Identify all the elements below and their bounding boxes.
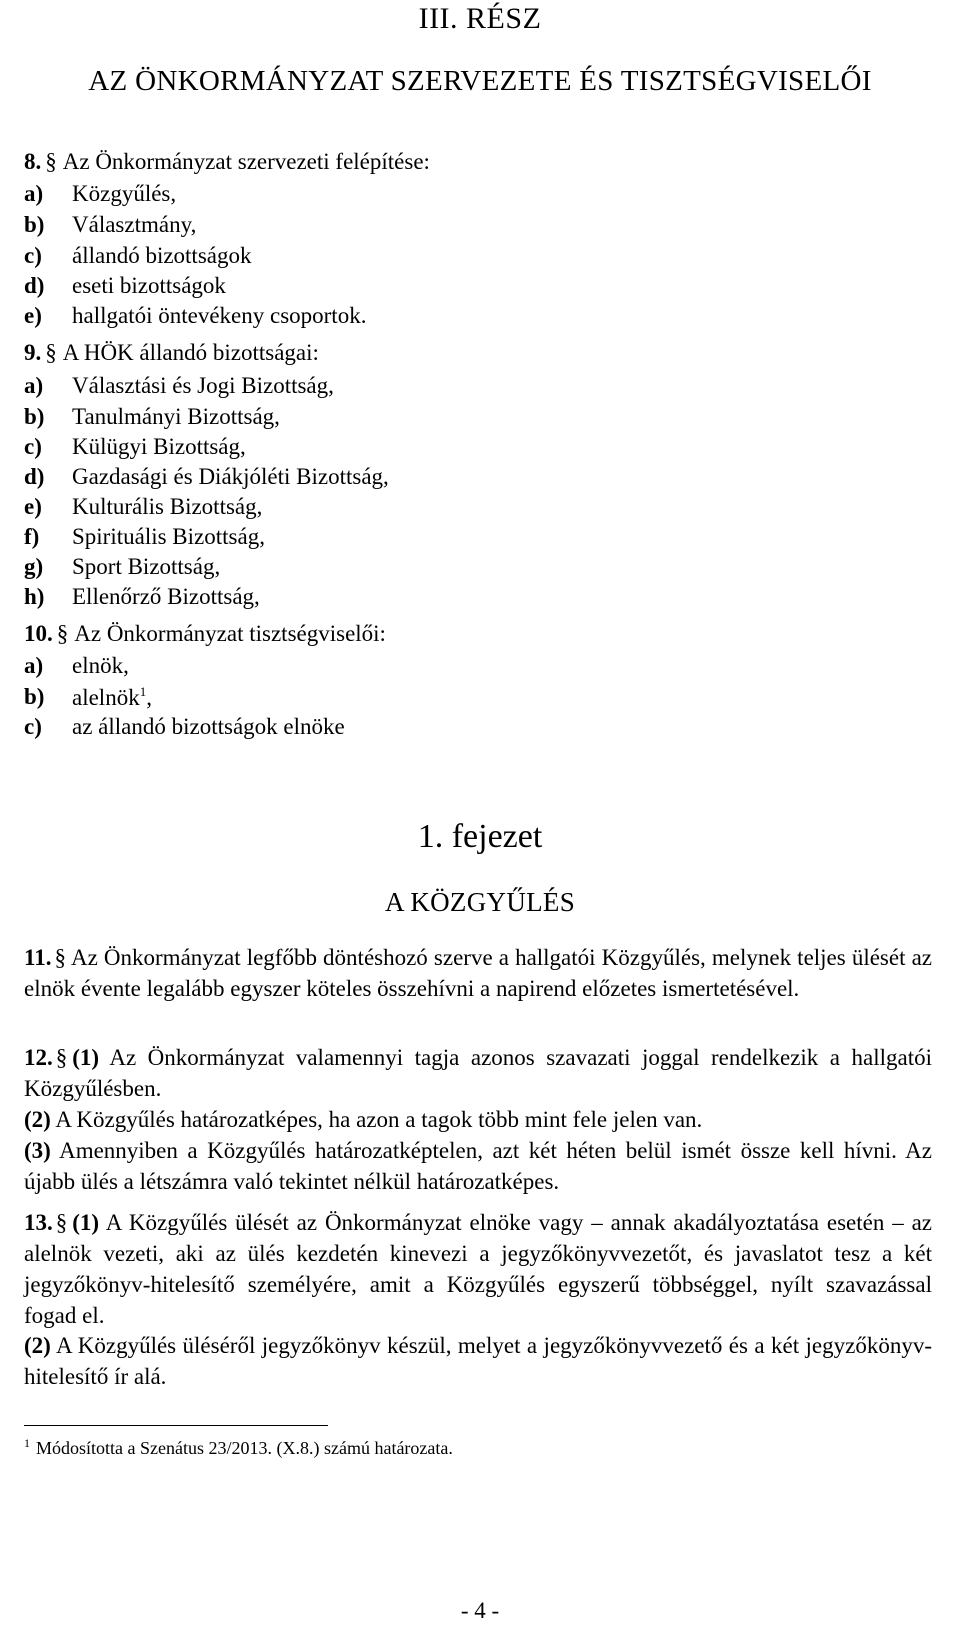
footnote-divider (24, 1425, 328, 1426)
paragraph-text: Amennyiben a Közgyűlés határozatképtelen, azt két héten belül ismét össze kell hívni. Az újabb ülés a létszámra való tekintet nélkül határozatképes. (24, 1138, 932, 1194)
list-item-letter: d) (24, 464, 45, 489)
chapter-title: A KÖZGYŰLÉS (384, 887, 576, 917)
list-item-letter: a) (24, 653, 44, 678)
list-item-letter: d) (24, 273, 45, 298)
chapter-number: 1. fejezet (417, 818, 543, 855)
section-number: 10. (24, 621, 53, 646)
list-item-letter: c) (24, 714, 42, 739)
list-item-text: Ellenőrző Bizottság, (72, 584, 260, 609)
list-item-text: Külügyi Bizottság, (72, 434, 246, 459)
list-item-text (72, 684, 152, 711)
part-subtitle: AZ ÖNKORMÁNYZAT SZERVEZETE ÉS TISZTSÉGVISELŐI (88, 65, 872, 97)
list-item-letter: e) (24, 303, 42, 328)
section-sign: § (45, 340, 57, 365)
item-text: alelnök (72, 685, 140, 710)
footnote (24, 1436, 453, 1459)
section-8-heading (24, 149, 430, 175)
list-item-letter: f) (24, 524, 40, 549)
list-item-letter: b) (24, 684, 45, 709)
section-13-paragraph-2 (24, 1330, 932, 1392)
list-item-text: Gazdasági és Diákjóléti Bizottság, (72, 464, 389, 489)
section-number: 12. (24, 1045, 53, 1070)
list-item-text: hallgatói öntevékeny csoportok. (72, 303, 367, 328)
section-11-paragraph (24, 942, 932, 1004)
list-item-text: Kulturális Bizottság, (72, 494, 263, 519)
footnote-reference[interactable]: 1 (139, 684, 147, 699)
subsection-label: (1) (72, 1045, 100, 1070)
section-sign: § (55, 1210, 68, 1235)
list-item-letter: e) (24, 494, 42, 519)
list-item-text: elnök, (72, 653, 129, 678)
list-item-text: Spirituális Bizottság, (72, 524, 265, 549)
footnote-text: Módosította a Szenátus 23/2013. (X.8.) számú határozata. (36, 1438, 453, 1458)
paragraph-text: Az Önkormányzat valamennyi tagja azonos szavazati joggal rendelkezik a hallgatói Közgyűlésben. (24, 1045, 933, 1101)
part-title: III. RÉSZ (418, 2, 542, 35)
list-item-text: állandó bizottságok (72, 243, 252, 268)
section-12-paragraph-3 (24, 1135, 932, 1197)
section-number: 9. (24, 340, 42, 365)
section-text: Az Önkormányzat szervezeti felépítése: (62, 149, 430, 174)
section-12-paragraph-2 (24, 1104, 932, 1135)
list-item-letter: a) (24, 373, 44, 398)
section-13-paragraph-1 (24, 1207, 932, 1331)
list-item-letter: g) (24, 554, 44, 579)
section-sign: § (45, 149, 57, 174)
subsection-label: (1) (72, 1210, 100, 1235)
section-number: 13. (24, 1210, 53, 1235)
list-item-text: Közgyűlés, (72, 181, 177, 206)
list-item-letter: a) (24, 181, 44, 206)
section-sign: § (56, 621, 69, 646)
list-item-text: az állandó bizottságok elnöke (72, 714, 345, 739)
paragraph-text: A Közgyűlés üléséről jegyzőkönyv készül, melyet a jegyzőkönyvvezető és a két jegyzőkönyv-hitelesítő ír alá. (24, 1333, 932, 1389)
list-item-letter: b) (24, 212, 45, 237)
section-10-heading (24, 621, 386, 647)
list-item-letter: h) (24, 584, 45, 609)
list-item-letter: c) (24, 434, 42, 459)
paragraph-text: A Közgyűlés határozatképes, ha azon a tagok több mint fele jelen van. (55, 1107, 703, 1132)
list-item-text: Választmány, (72, 212, 197, 237)
paragraph-text: Az Önkormányzat legfőbb döntéshozó szerve a hallgatói Közgyűlés, melynek teljes ülését az elnök évente legalább egyszer köteles összehívni a napirend előzetes ismertetésével. (24, 945, 932, 1001)
section-text: A HÖK állandó bizottságai: (62, 340, 319, 365)
footnote-mark: 1 (24, 1436, 30, 1450)
section-9-heading (24, 340, 319, 366)
section-number: 11. (24, 945, 52, 970)
item-punctuation: , (146, 685, 152, 710)
paragraph-text: A Közgyűlés ülését az Önkormányzat elnöke vagy – annak akadályoztatása esetén – az alelnök vezeti, aki az ülés kezdetén kinevezi a jegyzőkönyvvezetőt, és javaslatot tesz a két jegyzőkönyv-hitelesítő személyére, amit a Közgyűlés egyszerű többséggel, nyílt szavazással fogad el. (24, 1210, 932, 1328)
list-item-text: Tanulmányi Bizottság, (72, 404, 280, 429)
list-item-text: eseti bizottságok (72, 273, 226, 298)
section-text: Az Önkormányzat tisztségviselői: (74, 621, 386, 646)
list-item-text: Sport Bizottság, (72, 554, 221, 579)
section-number: 8. (24, 149, 42, 174)
page-number: - 4 - (460, 1598, 500, 1623)
list-item-letter: b) (24, 404, 45, 429)
section-12-paragraph-1 (24, 1042, 932, 1104)
list-item-letter: c) (24, 243, 42, 268)
subsection-label: (2) (24, 1333, 51, 1358)
subsection-label: (2) (24, 1107, 51, 1132)
section-sign: § (54, 945, 66, 970)
list-item-text: Választási és Jogi Bizottság, (72, 373, 334, 398)
subsection-label: (3) (24, 1138, 51, 1163)
section-sign: § (55, 1045, 68, 1070)
